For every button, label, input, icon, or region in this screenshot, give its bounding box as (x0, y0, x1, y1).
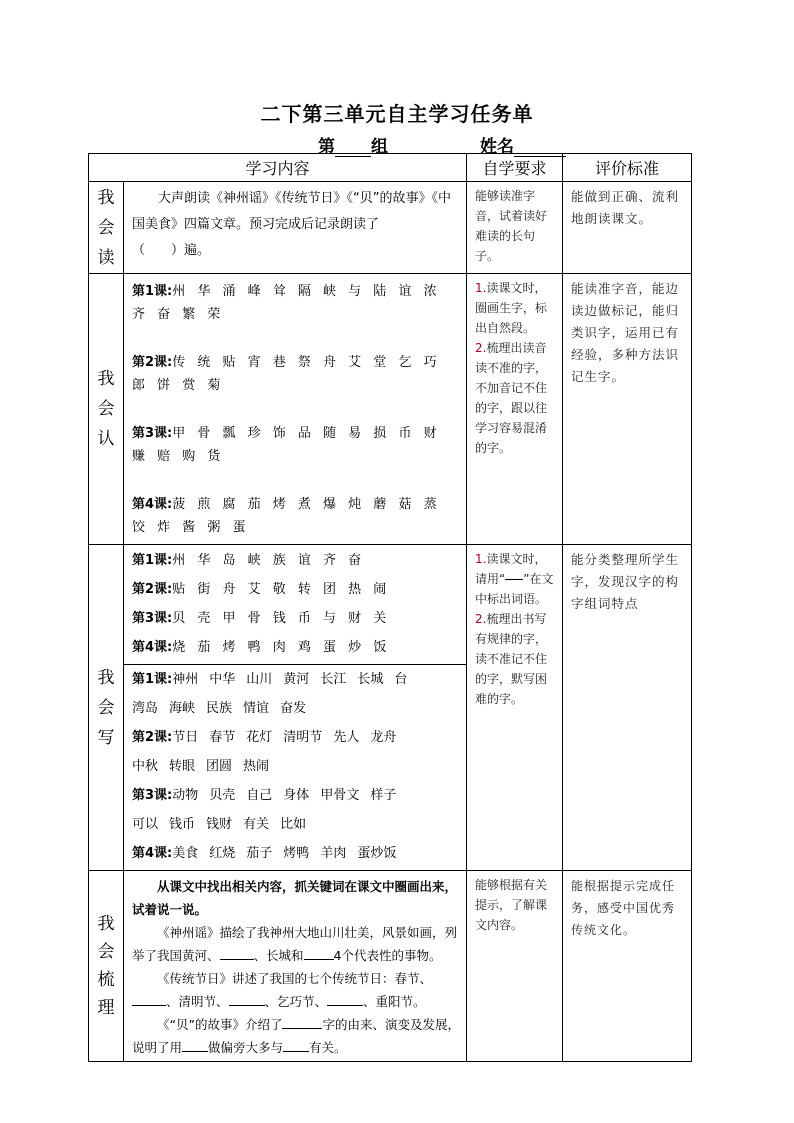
category-sort: 我 会 梳 理 (89, 871, 124, 1062)
recognize-requirement: 1.读课文时，圈画生字，标出自然段。 2.梳理出读音读不准的字，不加音记不住的字，跟以往学习容易混淆的字。 (467, 274, 563, 545)
read-standard: 能做到正确、流利地朗读课文。 (563, 182, 692, 274)
write-words-content (124, 665, 467, 871)
write-words-lesson-4: 第4课:美食 红烧 茄子 烤鸭 羊肉 蛋炒饭 (132, 846, 397, 861)
write-chars-lesson-4: 第4课:烧 茄 烤 鸭 肉 鸡 蛋 炒 饭 (132, 640, 391, 655)
underline-mark (505, 579, 523, 580)
blank-7[interactable] (182, 1038, 208, 1052)
recognize-content (124, 274, 467, 545)
category-recognize: 我 会 认 (89, 274, 124, 545)
header-row (89, 154, 692, 182)
write-chars-lesson-1: 第1课:州 华 岛 峡 族 谊 齐 奋 (132, 553, 366, 568)
blank-5[interactable] (327, 992, 363, 1006)
read-count-blank[interactable]: （ ）遍。 (132, 243, 211, 258)
write-chars-lesson-3: 第3课:贝 壳 甲 骨 钱 币 与 财 关 (132, 611, 391, 626)
sort-paragraph-1: 《神州谣》描绘了我神州大地山川壮美，风景如画，列举了我国黄河、 、长城和 4个代表性的事物。 (132, 925, 458, 963)
category-write: 我 会 写 (89, 545, 124, 871)
row-read (89, 182, 692, 274)
category-read: 我 会 读 (89, 182, 124, 274)
blank-4[interactable] (229, 992, 265, 1006)
sort-content (124, 871, 467, 1062)
sort-standard: 能根据提示完成任务，感受中国优秀传统文化。 (563, 871, 692, 1062)
header-requirement: 自学要求 (467, 154, 563, 182)
recognize-lesson-2: 第2课:传 统 贴 宵 巷 祭 舟 艾 堂 乞 巧 郎 饼 赏 菊 (132, 355, 441, 393)
recognize-lesson-3: 第3课:甲 骨 瓢 珍 饰 品 随 易 损 币 财 赚 赔 购 货 (132, 426, 441, 464)
sort-paragraph-3: 《“贝”的故事》介绍了 字的由来、演变及发展，说明了用 做偏旁大多与 有关。 (132, 1017, 460, 1055)
blank-6[interactable] (282, 1015, 322, 1029)
read-text: 大声朗读《神州谣》《传统节日》《“贝”的故事》《中国美食》四篇文章。预习完成后记录朗读了 (132, 191, 451, 232)
write-chars-lesson-2: 第2课:贴 街 舟 艾 敬 转 团 热 闹 (132, 582, 391, 597)
header-standard: 评价标准 (563, 154, 692, 182)
recognize-standard: 能读准字音，能边读边做标记，能归类识字，运用已有经验，多种方法识记生字。 (563, 274, 692, 545)
sort-instruction: 从课文中找出相关内容，抓关键词在课文中圈画出来，试着说一说。 (132, 879, 458, 917)
blank-1[interactable] (220, 946, 254, 960)
write-requirement: 1.读课文时，请用“ ”在文中标出词语。 2.梳理出书写有规律的字，读不准记不住的字，默写困难的字。 (467, 545, 563, 871)
name-label: 姓名 (480, 137, 514, 157)
header-content: 学习内容 (89, 154, 467, 182)
write-chars-content (124, 545, 467, 665)
row-sort (89, 871, 692, 1062)
blank-2[interactable] (304, 946, 334, 960)
row-write-chars (89, 545, 692, 665)
sort-requirement: 能够根据有关提示，了解课文内容。 (467, 871, 563, 1062)
write-words-lesson-3: 第3课:动物 贝壳 自己 身体 甲骨文 样子 可以 钱币 钱财 有关 比如 (132, 788, 397, 832)
group-prefix: 第 (318, 137, 335, 157)
recognize-lesson-4: 第4课:菠 煎 腐 茄 烤 煮 爆 炖 蘑 菇 蒸 饺 炸 酱 粥 蛋 (132, 497, 441, 535)
sort-paragraph-2: 《传统节日》讲述了我国的七个传统节日：春节、、清明节、 、乞巧节、 、重阳节。 (132, 967, 460, 1013)
read-content (124, 182, 467, 274)
write-standard: 能分类整理所学生字，发现汉字的构字组词特点 (563, 545, 692, 871)
write-words-lesson-1: 第1课:神州 中华 山川 黄河 长江 长城 台 湾岛 海峡 民族 情谊 奋发 (132, 672, 408, 716)
blank-8[interactable] (283, 1038, 309, 1052)
recognize-lesson-1: 第1课:州 华 涌 峰 耸 隔 峡 与 陆 谊 浓 齐 奋 繁 荣 (132, 284, 441, 322)
page-title: 二下第三单元自主学习任务单 (260, 102, 534, 126)
row-recognize (89, 274, 692, 545)
blank-3[interactable] (132, 992, 166, 1006)
task-table (88, 153, 692, 1062)
read-requirement: 能够读准字音，试着读好难读的长句子。 (467, 182, 563, 274)
group-suffix: 组 (371, 137, 388, 157)
write-words-lesson-2: 第2课:节日 春节 花灯 清明节 先人 龙舟 中秋 转眼 团圆 热闹 (132, 730, 397, 774)
